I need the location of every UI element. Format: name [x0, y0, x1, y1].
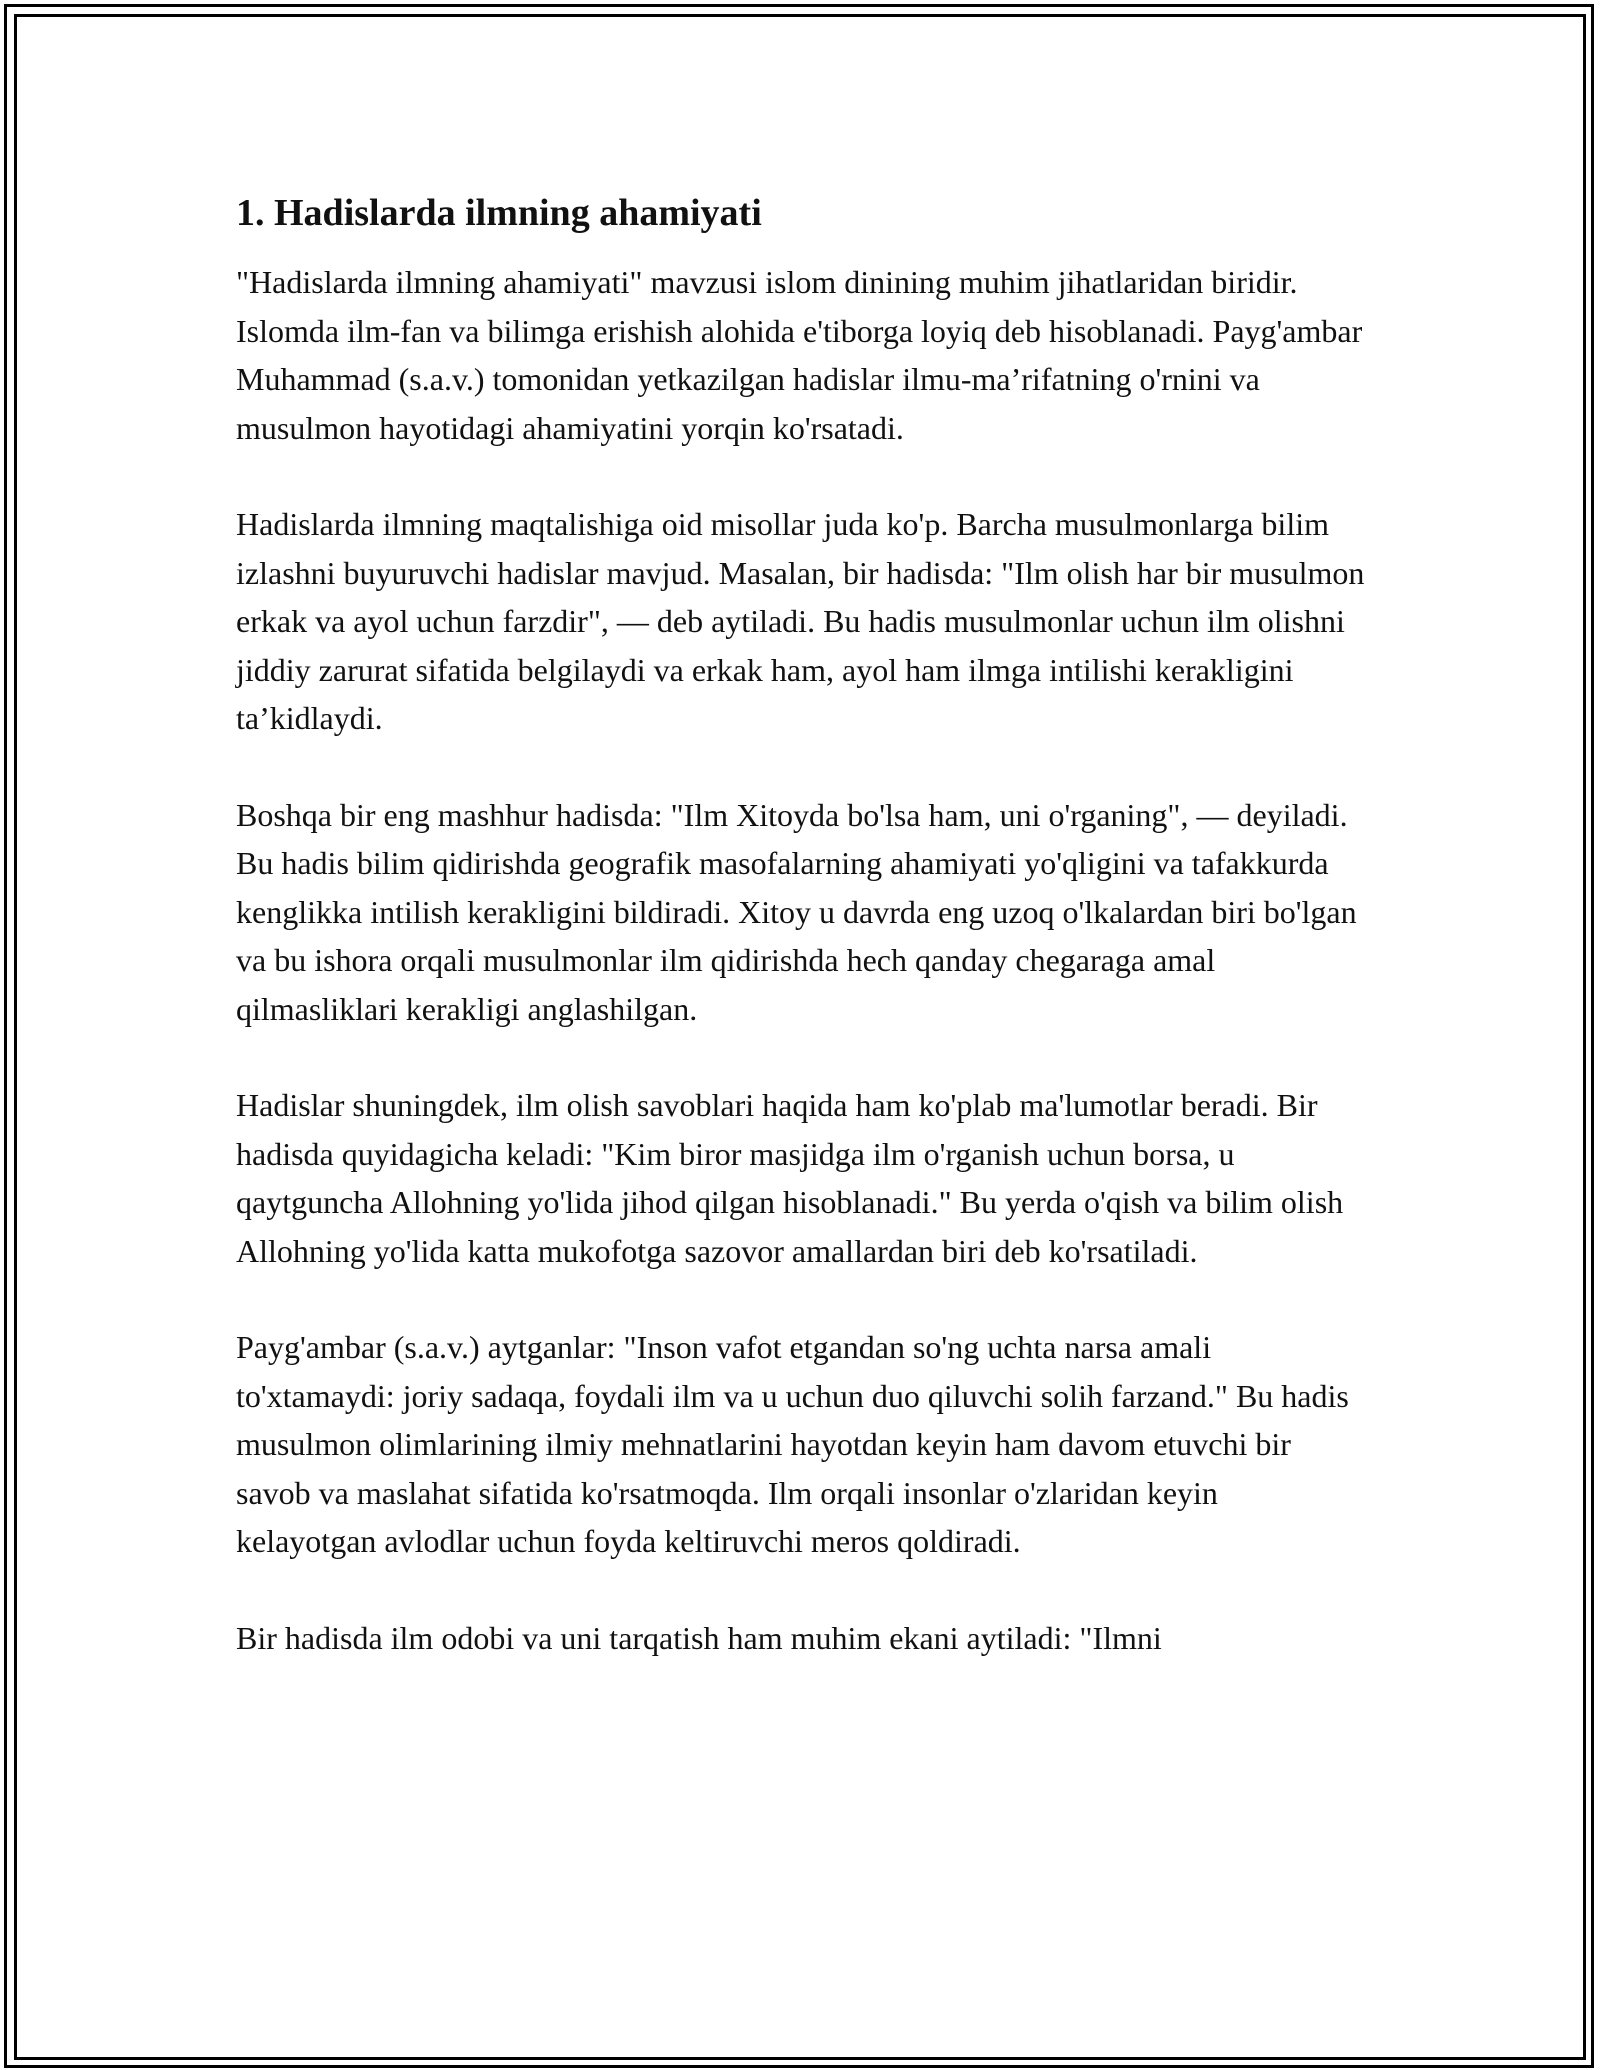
document-body — [236, 188, 1366, 1710]
paragraph-5: Payg'ambar (s.a.v.) aytganlar: "Inson vafot etgandan so'ng uchta narsa amali to'xtamaydi: joriy sadaqa, foydali ilm va u uchun duo qiluvchi solih farzand." Bu hadis musulmon olimlarining ilmiy mehnatlarini hayotdan keyin ham davom etuvchi bir savob va maslahat sifatida ko'rsatmoqda. Ilm orqali insonlar o'zlaridan keyin kelayotgan avlodlar uchun foyda keltiruvchi meros qoldiradi. — [236, 1329, 1349, 1559]
paragraph-1: "Hadislarda ilmning ahamiyati" mavzusi islom dinining muhim jihatlaridan biridir. Islomda ilm-fan va bilimga erishish alohida e'tiborga loyiq deb hisoblanadi. Payg'ambar Muhammad (s.a.v.) tomonidan yetkazilgan hadislar ilmu-ma’rifatning o'rnini va musulmon hayotidagi ahamiyatini yorqin ko'rsatadi. — [236, 264, 1363, 446]
paragraph-6: Bir hadisda ilm odobi va uni tarqatish ham muhim ekani aytiladi: "Ilmni — [236, 1619, 1162, 1656]
paragraph-3: Boshqa bir eng mashhur hadisda: "Ilm Xitoyda bo'lsa ham, uni o'rganing", — deyiladi. Bu hadis bilim qidirishda geografik masofalarning ahamiyati yo'qligini va tafakkurda kenglikka intilish kerakligini bildiradi. Xitoy u davrda eng uzoq o'lkalardan biri bo'lgan va bu ishora orqali musulmonlar ilm qidirishda hech qanday chegaraga amal qilmasliklari kerakligi anglashilgan. — [236, 796, 1357, 1027]
paragraph-2: Hadislarda ilmning maqtalishiga oid misollar juda ko'p. Barcha musulmonlarga bilim izlashni buyuruvchi hadislar mavjud. Masalan, bir hadisda: "Ilm olish har bir musulmon erkak va ayol uchun farzdir", — deb aytiladi. Bu hadis musulmonlar uchun ilm olishni jiddiy zarurat sifatida belgilaydi va erkak ham, ayol ham ilmga intilishi kerakligini ta’kidlaydi. — [236, 506, 1365, 736]
paragraph-4: Hadislar shuningdek, ilm olish savoblari haqida ham ko'plab ma'lumotlar beradi. Bir hadisda quyidagicha keladi: "Kim biror masjidga ilm o'rganish uchun borsa, u qaytguncha Allohning yo'lida jihod qilgan hisoblanadi." Bu yerda o'qish va bilim olish Allohning yo'lida katta mukofotga sazovor amallardan biri deb ko'rsatiladi. — [236, 1087, 1344, 1269]
section-heading: 1. Hadislarda ilmning ahamiyati — [236, 192, 762, 234]
